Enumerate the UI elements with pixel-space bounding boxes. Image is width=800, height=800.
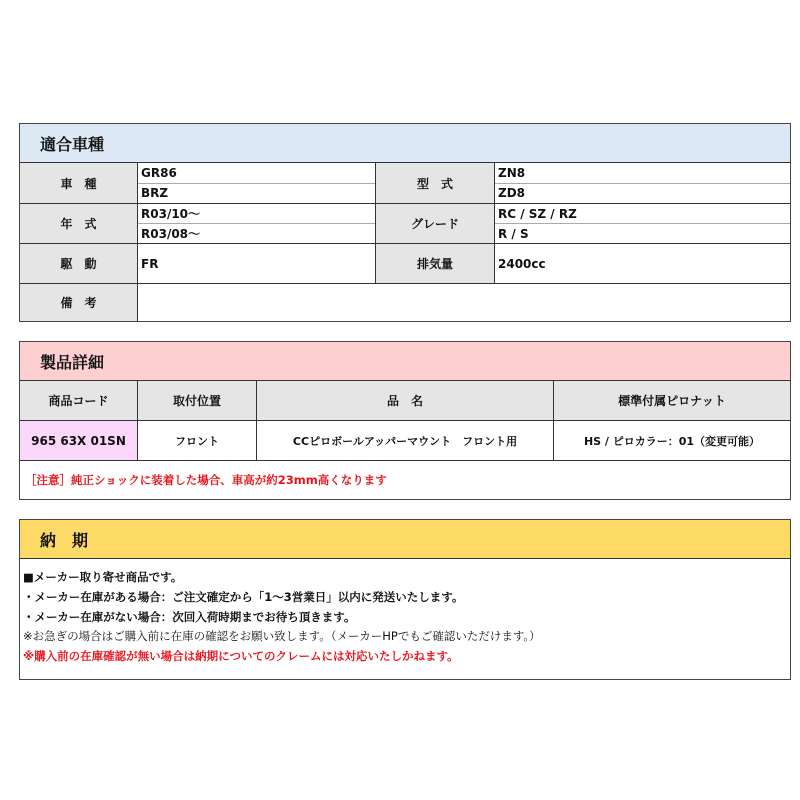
compat-row-year: [20, 203, 790, 243]
compat-title: 適合車種: [20, 124, 790, 163]
product-title: 製品詳細: [20, 342, 790, 381]
model-brz: BRZ: [138, 183, 375, 204]
compat-row-model: [20, 163, 790, 203]
label-drive: 駆 動: [20, 244, 138, 283]
grade-2: R / S: [495, 223, 790, 243]
product-code: 965 63X 01SN: [20, 421, 138, 460]
value-displacement: 2400cc: [498, 256, 546, 271]
delivery-warning: ※購入前の在庫確認が無い場合は納期についてのクレームには対応いたしかねます。: [23, 649, 459, 664]
product-nut: HS / ピロカラー：01（変更可能）: [583, 434, 761, 448]
product-position: フロント: [138, 421, 257, 460]
col-position: 取付位置: [138, 381, 257, 420]
col-code: 商品コード: [20, 381, 138, 420]
product-row: [20, 421, 790, 461]
type-zd8: ZD8: [495, 183, 790, 204]
compat-row-drive: [20, 243, 790, 283]
product-notice: ［注意］純正ショックに装着した場合、車高が約23mm高くなります: [25, 472, 387, 487]
delivery-line-2: ・メーカー在庫がある場合：ご注文確定から「1～3営業日」以内に発送いたします。: [23, 589, 464, 604]
label-type: 型 式: [376, 163, 495, 203]
delivery-line-4: ※お急ぎの場合はご購入前に在庫の確認をお願い致します。（メーカーHPでもご確認いただけます。）: [23, 629, 541, 644]
compat-section: [19, 123, 791, 322]
product-name: CCピロボールアッパーマウント フロント用: [257, 421, 554, 460]
value-notes: [138, 284, 790, 321]
label-notes: 備 考: [20, 284, 138, 321]
col-name: 品 名: [257, 381, 554, 420]
value-type: [495, 163, 790, 203]
value-model: [138, 163, 376, 203]
grade-1: RC / SZ / RZ: [498, 206, 577, 221]
delivery-line-3: ・メーカー在庫がない場合：次回入荷時期までお待ち頂きます。: [23, 609, 356, 624]
delivery-section: [19, 519, 791, 680]
label-year: 年 式: [20, 204, 138, 243]
year-2: R03/08～: [138, 223, 375, 243]
product-notice-row: [20, 461, 790, 498]
delivery-body: [20, 559, 790, 667]
delivery-line-1: ■メーカー取り寄せ商品です。: [23, 570, 183, 584]
product-section: [19, 341, 791, 500]
product-column-headers: [20, 381, 790, 421]
model-gr86: GR86: [141, 165, 177, 180]
value-year: [138, 204, 376, 243]
label-model: 車 種: [20, 163, 138, 203]
type-zn8: ZN8: [498, 165, 526, 180]
value-drive: FR: [138, 244, 376, 283]
label-displacement: 排気量: [376, 244, 495, 283]
value-grade: [495, 204, 790, 243]
delivery-title: 納 期: [20, 520, 790, 559]
label-grade: グレード: [376, 204, 495, 243]
compat-row-notes: [20, 283, 790, 321]
year-1: R03/10～: [141, 207, 201, 221]
col-nut: 標準付属ピロナット: [554, 381, 790, 420]
